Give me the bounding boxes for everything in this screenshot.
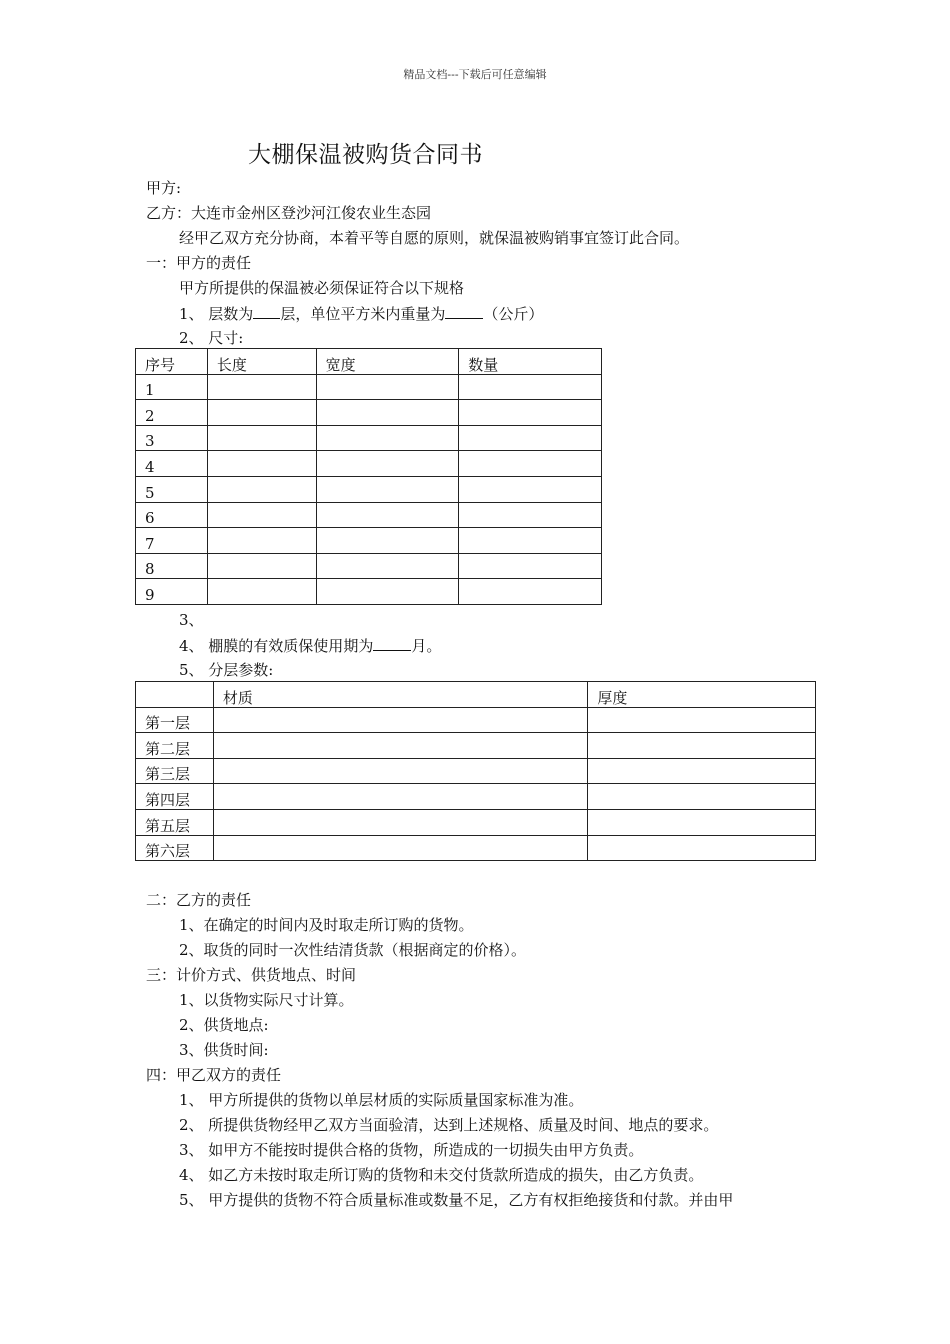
quantity-cell (459, 579, 602, 605)
row-index: 3 (136, 425, 208, 451)
length-cell (207, 374, 316, 400)
row-index: 6 (136, 502, 208, 528)
item1-middle: 层，单位平方米内重量为 (280, 305, 446, 323)
width-cell (316, 476, 459, 502)
section1-heading: 一：甲方的责任 (146, 254, 252, 272)
intro-paragraph: 经甲乙双方充分协商，本着平等自愿的原则，就保温被购销事宜签订此合同。 (179, 229, 690, 247)
section4-item: 5、 甲方提供的货物不符合质量标准或数量不足，乙方有权拒绝接货和付款。并由甲 (179, 1191, 734, 1209)
section4-item: 4、 如乙方未按时取走所订购的货物和未交付货款所造成的损失，由乙方负责。 (179, 1166, 704, 1184)
section2-heading: 二：乙方的责任 (146, 891, 252, 909)
table-row (136, 579, 602, 605)
width-cell (316, 400, 459, 426)
section4-item: 2、 所提供货物经甲乙双方当面验清，达到上述规格、质量及时间、地点的要求。 (179, 1116, 719, 1134)
thickness-cell (588, 784, 816, 810)
party-a-line: 甲方: (146, 179, 182, 197)
quantity-cell (459, 400, 602, 426)
thickness-cell (588, 809, 816, 835)
row-index: 5 (136, 476, 208, 502)
party-b-line: 乙方：大连市金州区登沙河江俊农业生态园 (146, 204, 432, 222)
row-index: 7 (136, 528, 208, 554)
item1-unit: （公斤） (483, 305, 544, 323)
item-layers-weight (179, 303, 543, 324)
table-header-row (136, 349, 602, 375)
item-warranty (179, 635, 441, 656)
layer-table (135, 681, 816, 861)
length-cell (207, 425, 316, 451)
header-cell: 宽度 (316, 349, 459, 375)
table-row (136, 758, 816, 784)
width-cell (316, 451, 459, 477)
header-cell: 序号 (136, 349, 208, 375)
material-cell (213, 784, 587, 810)
thickness-cell (588, 758, 816, 784)
length-cell (207, 579, 316, 605)
quantity-cell (459, 425, 602, 451)
section3-heading: 三：计价方式、供货地点、时间 (146, 966, 357, 984)
table-row (136, 784, 816, 810)
layer-label: 第四层 (136, 784, 214, 810)
table-row (136, 502, 602, 528)
quantity-cell (459, 451, 602, 477)
section4-item: 1、 甲方所提供的货物以单层材质的实际质量国家标准为准。 (179, 1091, 584, 1109)
thickness-cell (588, 707, 816, 733)
table-row (136, 809, 816, 835)
table-row (136, 707, 816, 733)
layer-count-blank (253, 303, 280, 319)
header-cell: 数量 (459, 349, 602, 375)
header-cell: 厚度 (588, 682, 816, 708)
thickness-cell (588, 733, 816, 759)
section2-item: 1、在确定的时间内及时取走所订购的货物。 (179, 916, 474, 934)
layer-label: 第一层 (136, 707, 214, 733)
header-cell: 材质 (213, 682, 587, 708)
layer-label: 第六层 (136, 835, 214, 861)
section3-item: 1、以货物实际尺寸计算。 (179, 991, 354, 1009)
table-header-row (136, 682, 816, 708)
row-index: 4 (136, 451, 208, 477)
table-row (136, 425, 602, 451)
section2-item: 2、取货的同时一次性结清货款（根据商定的价格）。 (179, 941, 527, 959)
table-row (136, 528, 602, 554)
table-row (136, 374, 602, 400)
length-cell (207, 400, 316, 426)
header-cell (136, 682, 214, 708)
section4-heading: 四：甲乙双方的责任 (146, 1066, 282, 1084)
length-cell (207, 451, 316, 477)
quantity-cell (459, 502, 602, 528)
length-cell (207, 476, 316, 502)
table-row (136, 476, 602, 502)
thickness-cell (588, 835, 816, 861)
item-3: 3、 (179, 611, 204, 629)
row-index: 1 (136, 374, 208, 400)
table-row (136, 400, 602, 426)
width-cell (316, 579, 459, 605)
quantity-cell (459, 553, 602, 579)
weight-blank (445, 303, 483, 319)
contract-title: 大棚保温被购货合同书 (248, 142, 483, 168)
section4-item: 3、 如甲方不能按时提供合格的货物，所造成的一切损失由甲方负责。 (179, 1141, 644, 1159)
layer-label: 第五层 (136, 809, 214, 835)
layer-label: 第二层 (136, 733, 214, 759)
row-index: 9 (136, 579, 208, 605)
item4-suffix: 月。 (411, 637, 442, 655)
section3-item: 3、供货时间: (179, 1041, 269, 1059)
spec-intro: 甲方所提供的保温被必须保证符合以下规格 (179, 279, 465, 297)
table-row (136, 451, 602, 477)
table-row (136, 835, 816, 861)
item4-prefix: 4、 棚膜的有效质保使用期为 (179, 637, 374, 655)
length-cell (207, 553, 316, 579)
size-table (135, 348, 602, 605)
quantity-cell (459, 374, 602, 400)
table-row (136, 553, 602, 579)
header-cell: 长度 (207, 349, 316, 375)
quantity-cell (459, 528, 602, 554)
item1-prefix: 1、 层数为 (179, 305, 254, 323)
section3-item: 2、供货地点: (179, 1016, 269, 1034)
warranty-blank (373, 635, 411, 651)
item-size: 2、 尺寸: (179, 329, 244, 347)
table-row (136, 733, 816, 759)
width-cell (316, 502, 459, 528)
layer-label: 第三层 (136, 758, 214, 784)
width-cell (316, 553, 459, 579)
width-cell (316, 425, 459, 451)
row-index: 2 (136, 400, 208, 426)
item-layer-params: 5、 分层参数: (179, 661, 274, 679)
material-cell (213, 758, 587, 784)
length-cell (207, 502, 316, 528)
material-cell (213, 707, 587, 733)
length-cell (207, 528, 316, 554)
page-header: 精品文档---下载后可任意编辑 (403, 68, 547, 81)
material-cell (213, 835, 587, 861)
material-cell (213, 733, 587, 759)
width-cell (316, 374, 459, 400)
material-cell (213, 809, 587, 835)
width-cell (316, 528, 459, 554)
quantity-cell (459, 476, 602, 502)
row-index: 8 (136, 553, 208, 579)
